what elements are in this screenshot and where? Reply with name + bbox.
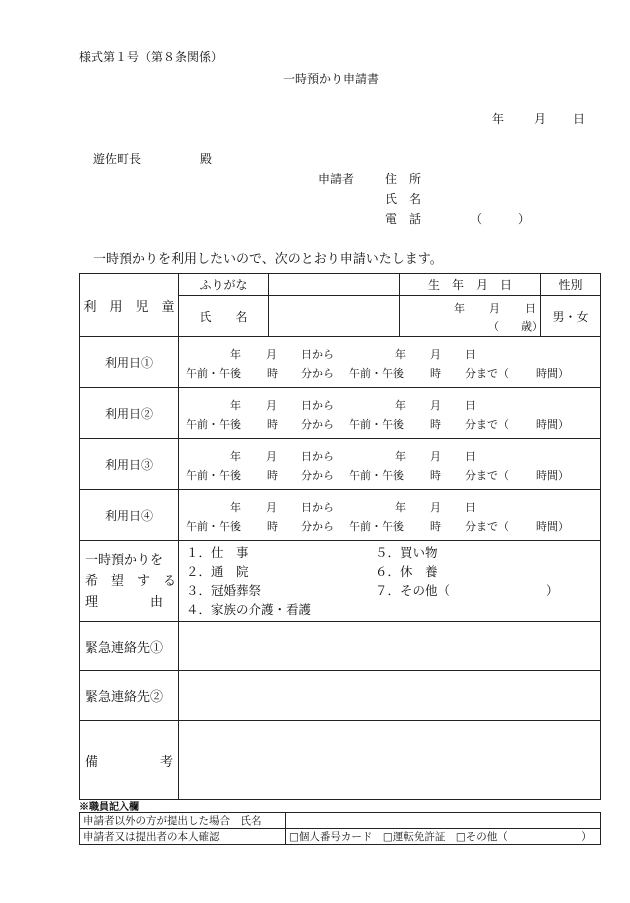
applicant-phone: 電 話 bbox=[385, 212, 422, 226]
use-day-label: 利用日② bbox=[80, 388, 179, 439]
ud-hour: 時 bbox=[430, 418, 441, 431]
ud-day-from: 日から bbox=[301, 501, 334, 514]
remarks-label-right: 考 bbox=[159, 754, 173, 770]
child-name-label: 氏 名 bbox=[179, 296, 269, 337]
applicant-label: 申請者 bbox=[318, 172, 355, 186]
ud-ampm: 午前・午後 bbox=[349, 367, 404, 380]
birthdate-field[interactable] bbox=[400, 296, 541, 337]
ud-day: 日 bbox=[465, 501, 476, 514]
use-day-label: 利用日① bbox=[80, 337, 179, 388]
staff-proxy-label: 申請者以外の方が提出した場合 氏名 bbox=[80, 813, 286, 829]
ud-min-from: 分から bbox=[301, 520, 334, 533]
addressee-honorific: 殿 bbox=[200, 152, 213, 166]
ud-year: 年 bbox=[395, 399, 406, 412]
ud-hour: 時 bbox=[430, 520, 441, 533]
ud-min-to: 分まで（ bbox=[465, 418, 509, 431]
child-name-field[interactable] bbox=[269, 296, 400, 337]
remarks-field[interactable] bbox=[179, 721, 601, 800]
ud-hours: 時間） bbox=[536, 469, 569, 482]
remarks-label-left: 備 bbox=[85, 754, 99, 770]
reason-option-shopping[interactable]: ５．買い物 bbox=[375, 545, 438, 560]
ud-hours: 時間） bbox=[536, 520, 569, 533]
use-day-row-4 bbox=[80, 490, 601, 541]
use-day-label: 利用日③ bbox=[80, 439, 179, 490]
ud-min-from: 分から bbox=[301, 418, 334, 431]
use-day-field[interactable] bbox=[179, 439, 601, 490]
emergency-label-1: 緊急連絡先① bbox=[80, 622, 179, 671]
ud-ampm: 午前・午後 bbox=[186, 469, 241, 482]
reason-field bbox=[179, 541, 601, 622]
birth-month: 月 bbox=[489, 302, 500, 315]
birth-year: 年 bbox=[454, 302, 465, 315]
addressee-name: 遊佐町長 bbox=[93, 152, 142, 166]
child-row-label: 利 用 児 童 bbox=[80, 274, 179, 337]
ud-ampm: 午前・午後 bbox=[349, 418, 404, 431]
ud-hour: 時 bbox=[267, 469, 278, 482]
reason-option-ceremony[interactable]: ３．冠婚葬祭 bbox=[186, 583, 262, 598]
application-table bbox=[79, 273, 601, 800]
ud-ampm: 午前・午後 bbox=[186, 418, 241, 431]
staff-section-title: ※職員記入欄 bbox=[79, 802, 139, 813]
staff-table bbox=[79, 812, 601, 845]
reason-label bbox=[80, 541, 179, 622]
date-month: 月 bbox=[534, 112, 547, 126]
ud-day: 日 bbox=[465, 450, 476, 463]
ud-year: 年 bbox=[395, 348, 406, 361]
staff-id-label: 申請者又は提出者の本人確認 bbox=[80, 829, 286, 845]
ud-year: 年 bbox=[395, 450, 406, 463]
ud-hour: 時 bbox=[267, 367, 278, 380]
emergency-label-2: 緊急連絡先② bbox=[80, 671, 179, 721]
ud-year: 年 bbox=[230, 501, 241, 514]
remarks-label bbox=[80, 721, 179, 800]
ud-month: 月 bbox=[430, 501, 441, 514]
use-day-label: 利用日④ bbox=[80, 490, 179, 541]
ud-min-to: 分まで（ bbox=[465, 469, 509, 482]
staff-id-options[interactable]: □個人番号カード □運転免許証 □その他（ ） bbox=[286, 829, 601, 845]
furigana-label: ふりがな bbox=[179, 274, 269, 296]
reason-option-work[interactable]: １．仕 事 bbox=[186, 545, 249, 560]
ud-min-from: 分から bbox=[301, 367, 334, 380]
ud-day-from: 日から bbox=[301, 399, 334, 412]
ud-min-to: 分まで（ bbox=[465, 367, 509, 380]
form-number: 様式第１号（第８条関係） bbox=[79, 50, 224, 64]
use-day-field[interactable] bbox=[179, 490, 601, 541]
sex-header: 性別 bbox=[541, 274, 601, 296]
ud-year: 年 bbox=[395, 501, 406, 514]
reason-option-hospital[interactable]: ２．通 院 bbox=[186, 564, 249, 579]
staff-proxy-name-field[interactable] bbox=[286, 813, 601, 829]
use-day-row-3 bbox=[80, 439, 601, 490]
furigana-field[interactable] bbox=[269, 274, 400, 296]
ud-day-from: 日から bbox=[301, 348, 334, 361]
ud-ampm: 午前・午後 bbox=[349, 520, 404, 533]
ud-hour: 時 bbox=[430, 469, 441, 482]
ud-day: 日 bbox=[465, 399, 476, 412]
use-day-row-1 bbox=[80, 337, 601, 388]
birth-day: 日 bbox=[525, 302, 536, 315]
ud-hour: 時 bbox=[430, 367, 441, 380]
ud-hour: 時 bbox=[267, 418, 278, 431]
page-title: 一時預かり申請書 bbox=[283, 72, 380, 86]
reason-label-line: 希 望 す る bbox=[85, 573, 177, 589]
ud-ampm: 午前・午後 bbox=[186, 367, 241, 380]
ud-month: 月 bbox=[266, 348, 277, 361]
ud-day: 日 bbox=[465, 348, 476, 361]
ud-year: 年 bbox=[230, 450, 241, 463]
ud-ampm: 午前・午後 bbox=[186, 520, 241, 533]
reason-option-other[interactable]: ７．その他（ bbox=[375, 583, 451, 598]
sex-field[interactable]: 男・女 bbox=[541, 296, 601, 337]
ud-month: 月 bbox=[266, 450, 277, 463]
use-day-field[interactable] bbox=[179, 388, 601, 439]
ud-year: 年 bbox=[230, 399, 241, 412]
birthdate-header: 生 年 月 日 bbox=[400, 274, 541, 296]
reason-option-rest[interactable]: ６．休 養 bbox=[375, 564, 438, 579]
ud-month: 月 bbox=[430, 399, 441, 412]
use-day-field[interactable] bbox=[179, 337, 601, 388]
reason-other-close: ） bbox=[546, 583, 559, 598]
emergency-field-1[interactable] bbox=[179, 622, 601, 671]
applicant-name: 氏 名 bbox=[385, 192, 422, 206]
ud-month: 月 bbox=[266, 399, 277, 412]
applicant-address: 住 所 bbox=[385, 172, 422, 186]
ud-year: 年 bbox=[230, 348, 241, 361]
ud-day-from: 日から bbox=[301, 450, 334, 463]
emergency-field-2[interactable] bbox=[179, 671, 601, 721]
date-day: 日 bbox=[573, 112, 586, 126]
use-day-row-2 bbox=[80, 388, 601, 439]
ud-ampm: 午前・午後 bbox=[349, 469, 404, 482]
ud-hours: 時間） bbox=[536, 418, 569, 431]
ud-min-to: 分まで（ bbox=[465, 520, 509, 533]
ud-min-from: 分から bbox=[301, 469, 334, 482]
reason-label-line: 一時預かりを bbox=[85, 552, 164, 568]
child-age: （ 歳） bbox=[488, 320, 543, 333]
ud-month: 月 bbox=[266, 501, 277, 514]
reason-option-care[interactable]: ４．家族の介護・看護 bbox=[186, 602, 312, 617]
ud-month: 月 bbox=[430, 450, 441, 463]
intro-text: 一時預かりを利用したいので、次のとおり申請いたします。 bbox=[93, 252, 443, 267]
reason-label-line: 理 由 bbox=[85, 594, 164, 610]
ud-hour: 時 bbox=[267, 520, 278, 533]
applicant-phone-paren: （ ） bbox=[470, 212, 531, 226]
ud-month: 月 bbox=[430, 348, 441, 361]
date-year: 年 bbox=[492, 112, 505, 126]
ud-hours: 時間） bbox=[536, 367, 569, 380]
